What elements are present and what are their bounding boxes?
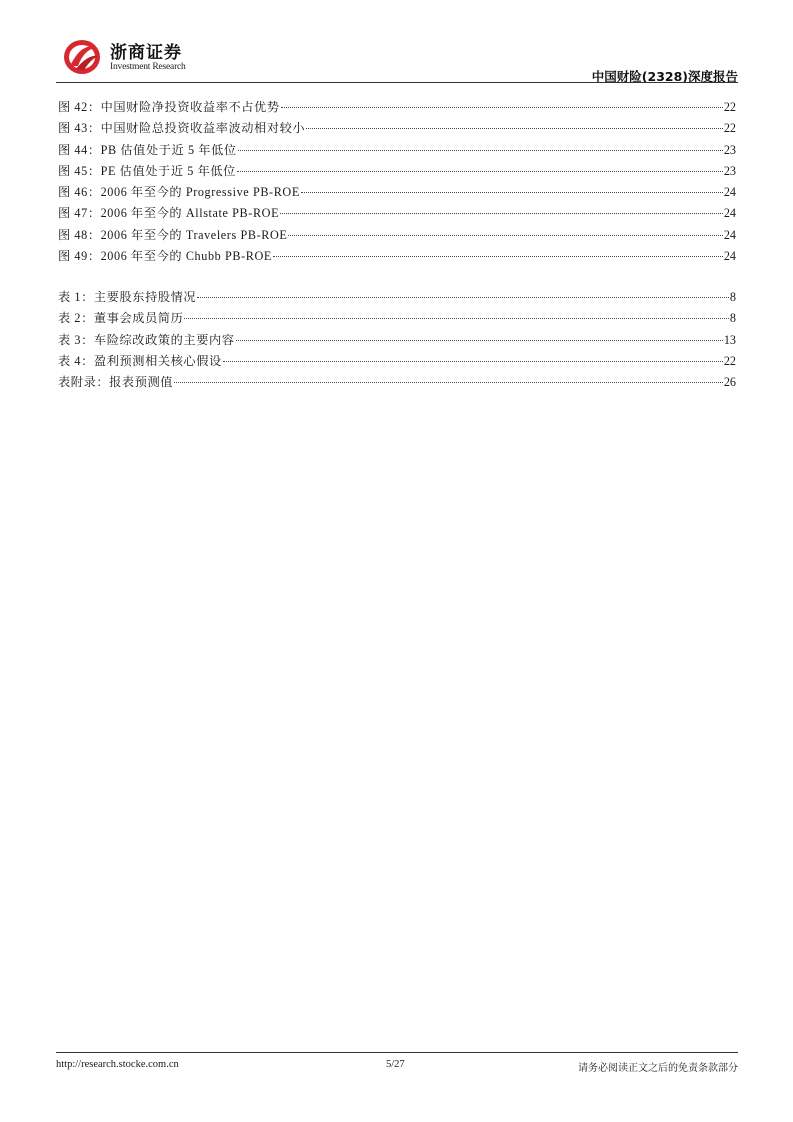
toc-entry-page: 22 [723,100,736,114]
page-footer [56,1052,738,1079]
toc-leader-dots [306,128,723,129]
toc-entry[interactable] [58,352,736,373]
toc-entry-label: 表 4：盈利预测相关核心假设 [58,353,222,368]
toc-entry-label: 图 45：PE 估值处于近 5 年低位 [58,163,236,178]
toc-leader-dots [184,318,728,319]
toc-entry-label: 表附录：报表预测值 [58,375,174,390]
toc-leader-dots [236,340,723,341]
toc-entry-page: 13 [723,332,736,347]
toc-entry-label: 表 3：车险综改政策的主要内容 [58,332,235,347]
toc-entry-label: 图 47：2006 年至今的 Allstate PB-ROE [58,206,280,221]
toc-leader-dots [174,382,723,383]
header-divider [56,82,738,83]
toc-entry-page: 8 [729,290,736,304]
toc-entry-label: 表 1：主要股东持股情况 [58,290,197,304]
footer-url-link[interactable]: http://research.stocke.com.cn [56,1059,179,1070]
footer-disclaimer: 请务必阅读正文之后的免责条款部分 [578,1063,738,1074]
toc-entry[interactable] [58,226,736,247]
toc-entry[interactable] [58,331,736,352]
toc-entry-page: 23 [723,142,736,157]
toc-entry-label: 图 49：2006 年至今的 Chubb PB-ROE [58,249,272,264]
stocke-logo-icon [62,36,102,76]
toc-entry-page: 24 [723,206,736,221]
toc-entry[interactable] [58,288,736,309]
toc-entry-page: 24 [723,227,736,242]
footer-divider [56,1052,738,1053]
toc-leader-dots [280,213,723,214]
toc-entry-label: 图 46：2006 年至今的 Progressive PB-ROE [58,185,300,200]
brand-name: 浙商证券 [110,43,182,63]
toc-entry[interactable] [58,247,736,268]
toc-entry-page: 24 [723,249,736,264]
table-list [58,288,736,394]
toc-entry-label: 图 43：中国财险总投资收益率波动相对较小 [58,121,306,136]
toc-entry[interactable] [58,119,736,140]
toc-entry-page: 8 [729,311,736,326]
brand-subtitle: Investment Research [110,62,186,72]
toc-entry[interactable] [58,141,736,162]
toc-entry[interactable] [58,162,736,183]
toc-entry-label: 图 42：中国财险净投资收益率不占优势 [58,100,280,114]
toc-leader-dots [288,235,722,236]
toc-entry[interactable] [58,98,736,119]
toc-entry-page: 26 [723,375,736,390]
toc-leader-dots [281,107,723,108]
toc-leader-dots [223,361,723,362]
page-header [56,32,738,84]
toc-entry-label: 表 2：董事会成员简历 [58,311,184,326]
toc-entry[interactable] [58,373,736,394]
toc-entry-page: 23 [723,163,736,178]
toc-leader-dots [237,171,723,172]
toc-entry-page: 24 [723,185,736,200]
report-title: 中国财险(2328)深度报告 [591,69,738,84]
toc-entry[interactable] [58,204,736,225]
toc-entry[interactable] [58,183,736,204]
toc-entry-label: 图 48：2006 年至今的 Travelers PB-ROE [58,227,288,242]
footer-page-number: 5/27 [386,1059,405,1070]
toc-leader-dots [273,256,723,257]
toc-leader-dots [238,150,723,151]
toc-entry-label: 图 44：PB 估值处于近 5 年低位 [58,142,237,157]
toc-entry-page: 22 [723,353,736,368]
toc-leader-dots [197,297,729,298]
toc-leader-dots [301,192,723,193]
figure-list [58,98,736,268]
toc-entry-page: 22 [723,121,736,136]
toc-entry[interactable] [58,309,736,330]
